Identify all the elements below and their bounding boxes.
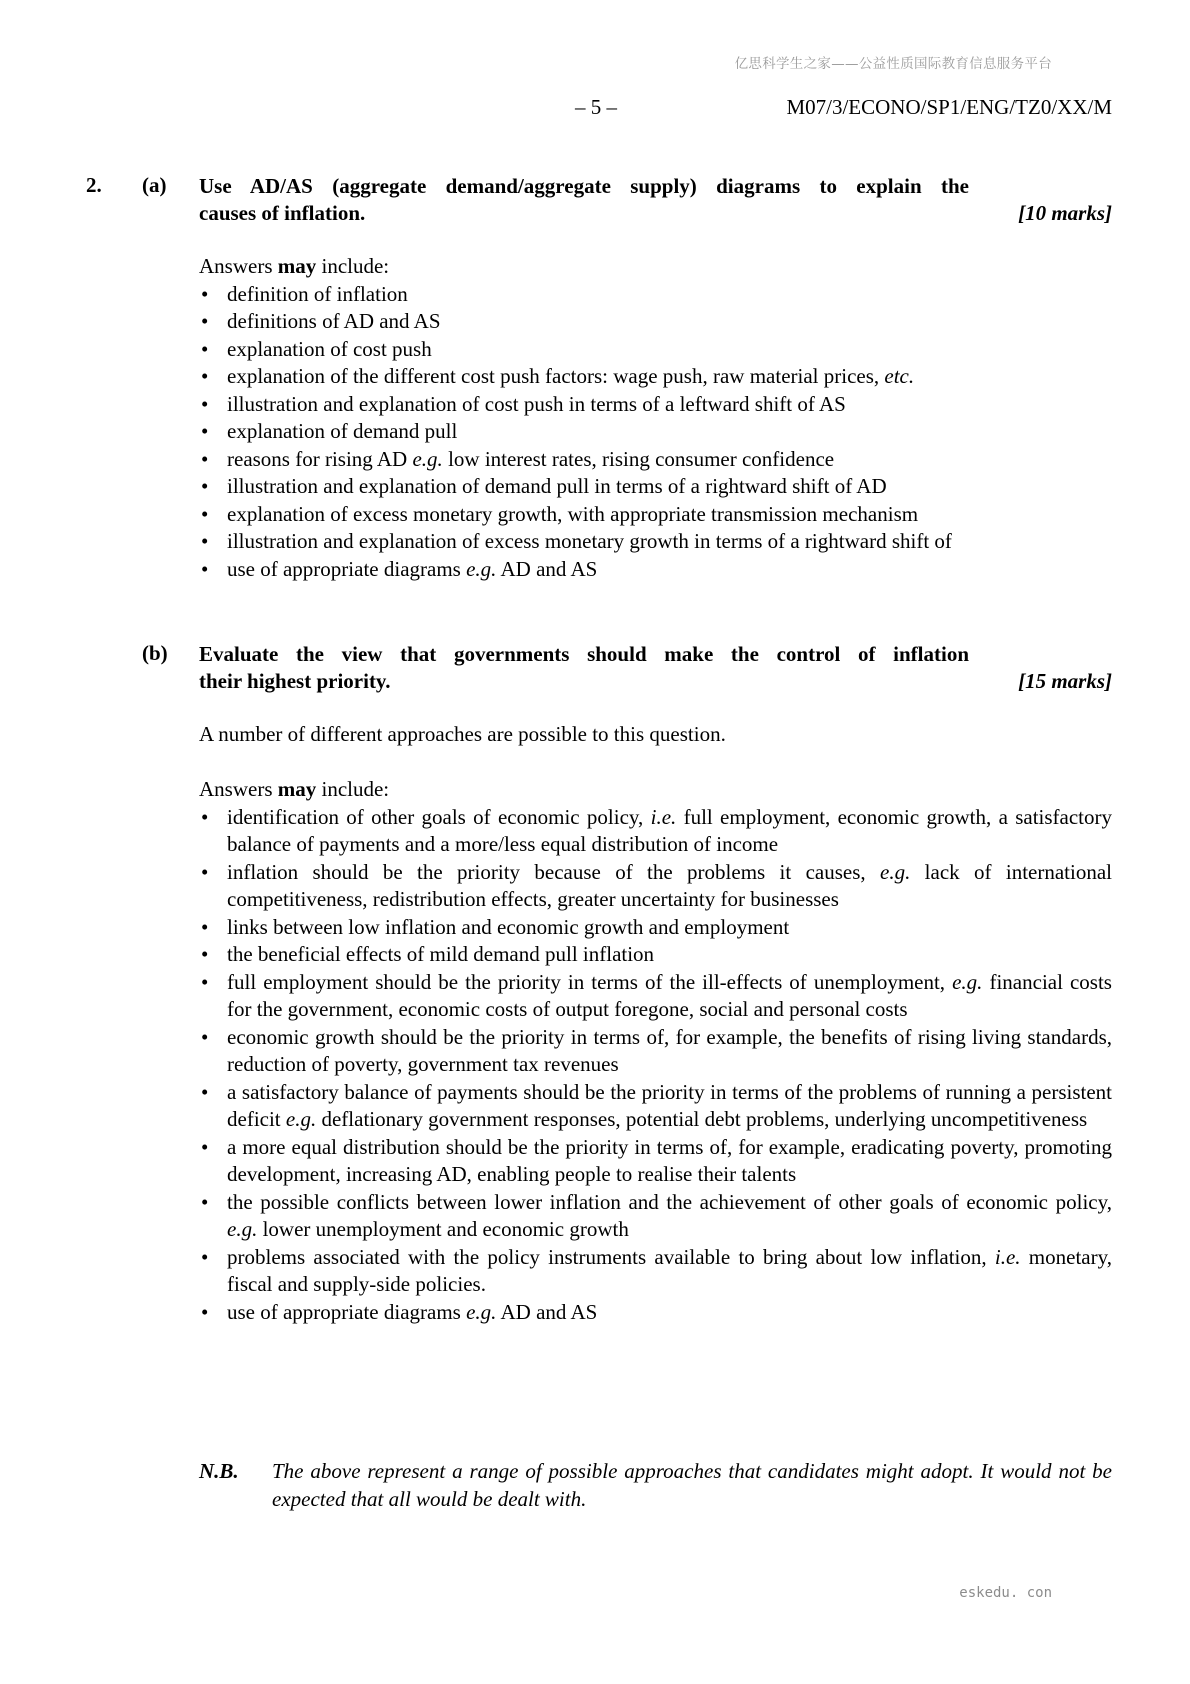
bullet-item xyxy=(199,1024,1112,1079)
part-b-question xyxy=(199,641,1112,695)
bullet-item xyxy=(199,1299,1112,1327)
note-text: The above represent a range of possible approaches that candidates might adopt. It would not be expected that all would be dealt with. xyxy=(272,1459,1112,1511)
bullet-icon: • xyxy=(201,556,209,581)
part-b-answers xyxy=(199,776,1112,1326)
bullet-icon: • xyxy=(201,1134,209,1159)
part-b-marks: [15 marks] xyxy=(1018,669,1112,693)
bullet-icon: • xyxy=(201,501,209,526)
bullet-icon: • xyxy=(201,446,209,471)
bullet-item xyxy=(199,418,1112,446)
bullet-item xyxy=(199,473,1112,501)
part-a-bullet-list xyxy=(199,281,1112,584)
part-a-question-line2: causes of inflation. xyxy=(199,201,366,225)
bullet-item xyxy=(199,1189,1112,1244)
bullet-icon: • xyxy=(201,419,209,443)
bullet-text: definition of inflation xyxy=(227,281,408,306)
bullet-text: identification of other goals of economic policy, xyxy=(227,804,651,829)
note-block xyxy=(199,1458,1112,1513)
bullet-text: explanation of demand pull xyxy=(227,419,458,443)
bullet-item xyxy=(199,391,1112,419)
bullet-text: definitions of AD and AS xyxy=(227,309,441,333)
bullet-text: the possible conflicts between lower inflation and the achievement of other goals of economic policy, xyxy=(227,1189,1112,1214)
part-a-question xyxy=(199,173,1112,227)
bullet-text: low interest rates, rising consumer confidence xyxy=(442,446,835,471)
bullet-text: a more equal distribution should be the priority in terms of, for example, eradicating poverty, promoting development, increasing AD, enabling people to realise their talents xyxy=(227,1134,1112,1186)
bullet-item xyxy=(199,804,1112,859)
bullet-icon: • xyxy=(201,1244,209,1269)
bullet-text: e.g. xyxy=(880,859,911,884)
bullet-text: use of appropriate diagrams xyxy=(227,556,467,581)
bullet-text: full employment, economic growth, a satisfactory balance of payments and a more/less equal distribution of income xyxy=(227,804,1113,856)
bullet-text: illustration and explanation of cost push in terms of a leftward shift of AS xyxy=(227,391,846,416)
part-a-marks: [10 marks] xyxy=(1018,201,1112,225)
bullet-text: etc. xyxy=(884,364,915,388)
bullet-item xyxy=(199,914,1112,942)
bullet-text: problems associated with the policy instruments available to bring about low inflation, xyxy=(227,1244,995,1269)
bullet-item xyxy=(199,1244,1112,1299)
bullet-text: lower unemployment and economic growth xyxy=(257,1217,629,1241)
part-b-intro: A number of different approaches are possible to this question. xyxy=(199,722,726,746)
bullet-item xyxy=(199,859,1112,914)
page-number: – 5 – xyxy=(575,95,617,119)
part-a-answers-intro: Answers may include: xyxy=(199,254,390,278)
bullet-icon: • xyxy=(201,1189,209,1214)
bullet-text: economic growth should be the priority in terms of, for example, the benefits of rising living standards, reduction of poverty, government tax revenues xyxy=(227,1024,1112,1076)
bullet-text: illustration and explanation of demand pull in terms of a rightward shift of AD xyxy=(227,474,887,498)
bullet-item xyxy=(199,446,1112,474)
bullet-text: reasons for rising AD xyxy=(227,446,413,471)
bullet-text: explanation of excess monetary growth, with appropriate transmission mechanism xyxy=(227,501,919,526)
bullet-text: links between low inflation and economic growth and employment xyxy=(227,914,790,939)
bullet-text: illustration and explanation of excess monetary growth in terms of a rightward shift of xyxy=(227,529,952,553)
footer-watermark: eskedu. con xyxy=(959,1585,1052,1601)
bullet-text: the beneficial effects of mild demand pull inflation xyxy=(227,942,655,966)
bullet-text: e.g. xyxy=(227,1217,258,1241)
part-b-answers-intro: Answers may include: xyxy=(199,777,390,801)
part-b-question-line1: Evaluate the view that governments should make the control of inflation xyxy=(199,642,969,666)
bullet-text: lack of international competitiveness, redistribution effects, greater uncertainty for businesses xyxy=(227,859,1112,911)
bullet-item xyxy=(199,308,1112,336)
bullet-text: a satisfactory balance of payments should be the priority in terms of the problems of running a persistent deficit xyxy=(227,1079,1112,1131)
bullet-item xyxy=(199,281,1112,309)
bullet-item xyxy=(199,528,1112,556)
part-b-label: (b) xyxy=(142,641,168,665)
bullet-text: explanation of the different cost push factors: wage push, raw material prices, xyxy=(227,364,885,388)
bullet-item xyxy=(199,1079,1112,1134)
bullet-text: inflation should be the priority because of the problems it causes, xyxy=(227,859,880,884)
bullet-icon: • xyxy=(201,391,209,416)
bullet-item xyxy=(199,969,1112,1024)
bullet-icon: • xyxy=(201,1299,209,1324)
bullet-text: AD and AS xyxy=(496,556,598,581)
bullet-text: full employment should be the priority in terms of the ill-effects of unemployment, xyxy=(227,969,953,994)
bullet-item xyxy=(199,363,1112,391)
bullet-text: e.g. xyxy=(285,1107,317,1131)
bullet-text: e.g. xyxy=(952,969,983,994)
bullet-icon: • xyxy=(201,364,209,388)
bullet-text: e.g. xyxy=(412,446,443,471)
bullet-text: financial costs for the government, economic costs of output foregone, social and personal costs xyxy=(227,969,1112,1021)
bullet-text: e.g. xyxy=(466,1299,497,1324)
part-b-bullet-list xyxy=(199,804,1112,1327)
bullet-text: use of appropriate diagrams xyxy=(227,1299,467,1324)
bullet-icon: • xyxy=(201,859,209,884)
bullet-icon: • xyxy=(201,969,209,994)
bullet-text: monetary, fiscal and supply-side policies. xyxy=(227,1244,1112,1296)
bullet-item xyxy=(199,556,1112,584)
note-label: N.B. xyxy=(199,1459,239,1483)
bullet-icon: • xyxy=(201,309,209,333)
bullet-item xyxy=(199,941,1112,969)
part-a-label: (a) xyxy=(142,173,167,197)
bullet-text: e.g. xyxy=(466,556,497,581)
bullet-icon: • xyxy=(201,1079,209,1104)
part-a-answers xyxy=(199,253,1112,583)
bullet-text: i.e. xyxy=(650,804,677,829)
bullet-icon: • xyxy=(201,281,209,306)
bullet-icon: • xyxy=(201,529,209,553)
bullet-icon: • xyxy=(201,474,209,498)
bullet-item xyxy=(199,501,1112,529)
bullet-text: explanation of cost push xyxy=(227,336,432,361)
bullet-icon: • xyxy=(201,336,209,361)
part-a-question-line1: Use AD/AS (aggregate demand/aggregate supply) diagrams to explain the xyxy=(199,174,969,198)
bullet-icon: • xyxy=(201,804,209,829)
bullet-text: deflationary government responses, potential debt problems, underlying uncompetitiveness xyxy=(316,1107,1088,1131)
document-code: M07/3/ECONO/SP1/ENG/TZ0/XX/M xyxy=(786,95,1112,119)
bullet-text: i.e. xyxy=(994,1244,1021,1269)
bullet-text: AD and AS xyxy=(496,1299,598,1324)
question-number: 2. xyxy=(86,173,102,197)
bullet-icon: • xyxy=(201,1024,209,1049)
bullet-item xyxy=(199,336,1112,364)
bullet-icon: • xyxy=(201,942,209,966)
bullet-item xyxy=(199,1134,1112,1189)
part-b-question-line2: their highest priority. xyxy=(199,669,391,693)
bullet-icon: • xyxy=(201,914,209,939)
watermark-text: 亿思科学生之家——公益性质国际教育信息服务平台 xyxy=(734,56,1052,72)
